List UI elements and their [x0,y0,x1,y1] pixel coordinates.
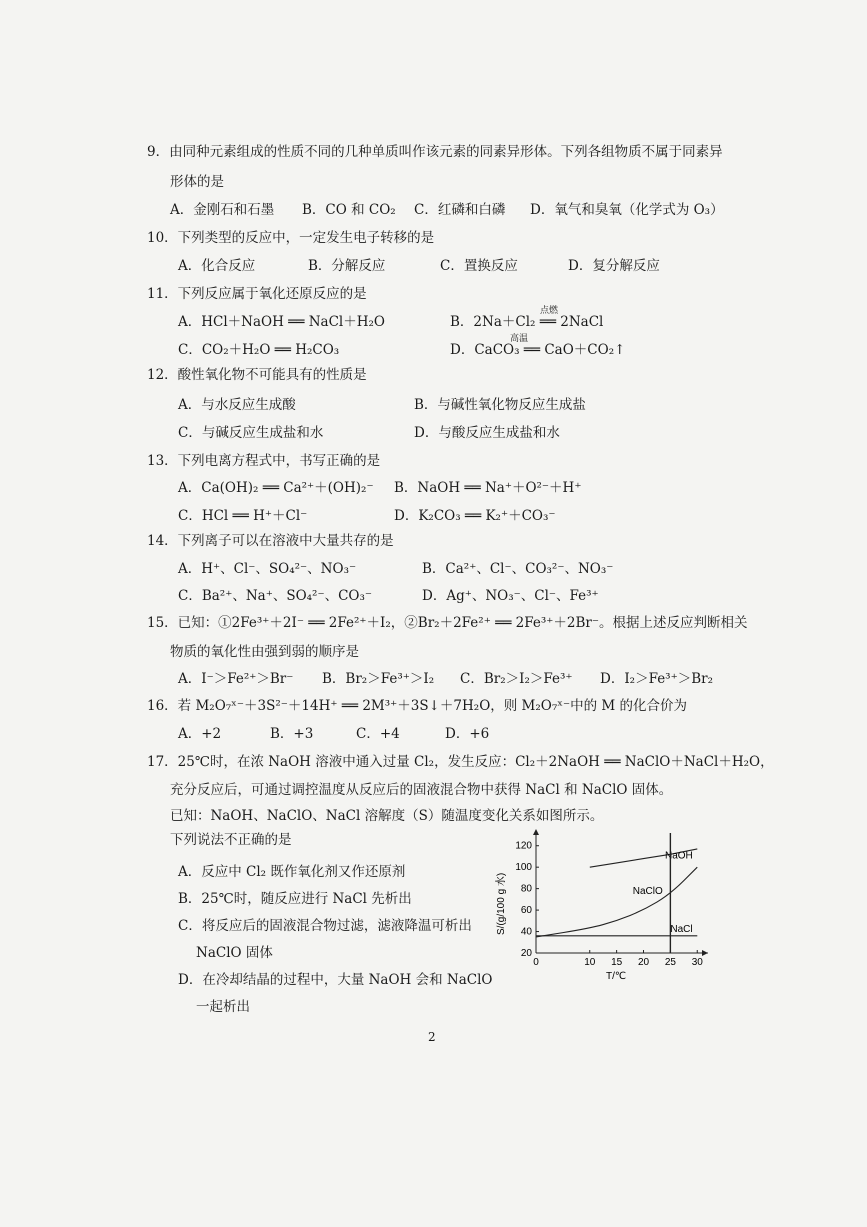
series-label-naclo: NaClO [632,886,663,898]
q14-option-d: D．Ag⁺、NO₃⁻、Cl⁻、Fe³⁺ [422,588,599,604]
q11-condition-b: 点燃 [540,306,559,316]
q12-option-d: D．与酸反应生成盐和水 [414,425,560,441]
y-tick-label: 80 [520,883,532,895]
q11-stem: 11．下列反应属于氧化还原反应的是 [147,286,367,302]
x-tick-label: 10 [584,957,596,968]
x-axis-label: T/℃ [606,971,627,982]
y-axis-label: S/(g/100 g 水) [496,872,507,935]
q10-option-d: D．复分解反应 [568,258,660,274]
solubility-chart [490,825,720,985]
q10-option-c: C．置换反应 [440,258,518,274]
q16-option-d: D．+6 [445,726,490,742]
x-tick-label: 30 [691,957,703,968]
q15-option-a: A．I⁻＞Fe²⁺＞Br⁻ [178,671,294,687]
x-tick-label: 15 [611,957,623,968]
y-tick-label: 60 [520,905,532,917]
q14-option-a: A．H⁺、Cl⁻、SO₄²⁻、NO₃⁻ [178,561,357,577]
x-tick-label: 25 [664,957,676,968]
x-axis-arrow [702,950,708,956]
q16-option-c: C．+4 [356,726,400,742]
q9-option-a: A．金刚石和石墨 [170,202,275,218]
q13-option-d: D．K₂CO₃ ══ K₂⁺＋CO₃⁻ [394,508,556,524]
q17-option-a: A．反应中 Cl₂ 既作氧化剂又作还原剂 [178,864,406,880]
q14-option-b: B．Ca²⁺、Cl⁻、CO₃²⁻、NO₃⁻ [422,561,614,577]
y-axis-arrow [533,829,539,835]
q17-stem-cont3: 下列说法不正确的是 [170,832,292,848]
y-tick-label: 100 [515,862,532,874]
q10-stem: 10．下列类型的反应中，一定发生电子转移的是 [147,230,435,246]
q12-option-c: C．与碱反应生成盐和水 [178,425,324,441]
q11-option-b: B．2Na＋Cl₂ ══ 2NaCl [450,314,604,330]
q17-stem-cont1: 充分反应后，可通过调控温度从反应后的固液混合物中获得 NaCl 和 NaClO 固体。 [170,782,673,798]
q16-option-b: B．+3 [270,726,314,742]
q15-option-c: C．Br₂＞I₂＞Fe³⁺ [460,671,573,687]
q17-option-c: C．将反应后的固液混合物过滤，滤液降温可析出 [178,918,472,934]
q10-option-a: A．化合反应 [178,258,256,274]
q9-option-b: B．CO 和 CO₂ [302,202,396,218]
q15-stem: 15．已知：①2Fe³⁺＋2I⁻ ══ 2Fe²⁺＋I₂，②Br₂＋2Fe²⁺ ══ 2Fe³⁺＋2Br⁻。根据上述反应判断相关 [147,615,748,631]
q15-stem-cont: 物质的氧化性由强到弱的顺序是 [170,644,359,660]
q11-option-d: D．CaCO₃ ══ CaO＋CO₂↑ [450,342,626,358]
chart-axes [533,829,708,956]
q11-option-c: C．CO₂＋H₂O ══ H₂CO₃ [178,342,340,358]
series-label-naoh: NaOH [665,850,693,862]
q17-stem: 17．25℃时，在浓 NaOH 溶液中通入过量 Cl₂，发生反应：Cl₂＋2NaOH ══ NaClO＋NaCl＋H₂O， [147,754,774,770]
q15-option-d: D．I₂＞Fe³⁺＞Br₂ [600,671,714,687]
q14-stem: 14．下列离子可以在溶液中大量共存的是 [147,533,394,549]
q17-option-c-cont: NaClO 固体 [196,945,273,961]
q17-option-d: D．在冷却结晶的过程中，大量 NaOH 会和 NaClO [178,972,493,988]
q9-stem: 9．由同种元素组成的性质不同的几种单质叫作该元素的同素异形体。下列各组物质不属于同素异 [147,144,723,160]
chart-series [536,833,697,953]
x-tick-label: 0 [533,957,539,968]
q14-option-c: C．Ba²⁺、Na⁺、SO₄²⁻、CO₃⁻ [178,588,373,604]
q13-option-c: C．HCl ══ H⁺＋Cl⁻ [178,508,308,524]
q15-option-b: B．Br₂＞Fe³⁺＞I₂ [322,671,435,687]
q13-option-a: A．Ca(OH)₂ ══ Ca²⁺＋(OH)₂⁻ [178,480,374,496]
q17-stem-cont2: 已知：NaOH、NaClO、NaCl 溶解度（S）随温度变化关系如图所示。 [170,808,604,824]
q13-option-b: B．NaOH ══ Na⁺＋O²⁻＋H⁺ [394,480,582,496]
y-tick-label: 20 [520,948,532,959]
q16-stem: 16．若 M₂O₇ˣ⁻＋3S²⁻＋14H⁺ ══ 2M³⁺＋3S↓＋7H₂O，则 M₂O₇ˣ⁻中的 M 的化合价为 [147,698,688,714]
q13-stem: 13．下列电离方程式中，书写正确的是 [147,453,381,469]
q12-option-a: A．与水反应生成酸 [178,397,296,413]
page-number: 2 [428,1030,436,1044]
q9-stem-cont: 形体的是 [170,174,224,190]
q12-option-b: B．与碱性氧化物反应生成盐 [414,397,586,413]
q17-option-d-cont: 一起析出 [196,999,250,1015]
q9-option-d: D．氧气和臭氧（化学式为 O₃） [530,202,724,218]
q9-option-c: C．红磷和白磷 [414,202,506,218]
q12-stem: 12．酸性氧化物不可能具有的性质是 [147,367,367,383]
q16-option-a: A．+2 [178,726,222,742]
q17-option-b: B．25℃时，随反应进行 NaCl 先析出 [178,891,412,907]
q11-condition-d: 高温 [510,334,529,344]
q10-option-b: B．分解反应 [308,258,386,274]
series-label-nacl: NaCl [670,923,693,935]
q11-option-a: A．HCl＋NaOH ══ NaCl＋H₂O [178,314,385,330]
x-tick-label: 20 [637,957,650,968]
y-tick-label: 120 [515,840,532,852]
y-tick-label: 40 [520,926,532,938]
